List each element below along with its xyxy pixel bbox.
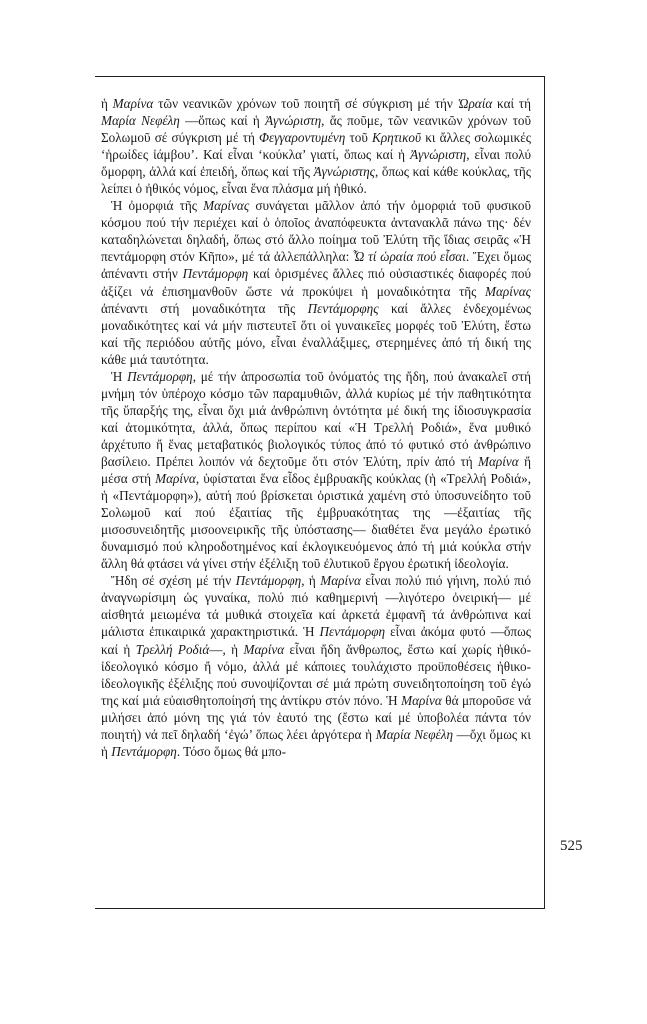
italic-text: Μαρίνα bbox=[401, 692, 442, 708]
italic-text: Μαρίνα bbox=[320, 573, 361, 589]
text-run: εἶναι ἤδη ἄνθρωπος, ἔστω καί χωρίς ἠθικό-ἰδεολογικό κόσμο ἤ νόμο, ἀλλά μέ κάποιες τουλάχιστο προϋποθέσεις ἠθικο-ἰδεολογικῆς ἐξέλιξης πού συνοψίζονται σέ μιά πρώτη συνειδητοποίηση τοῦ ἐγώ της καί μιά εὐαισθητοποίησή της ἀντίκρυ στόν πόνο. Ἡ bbox=[101, 641, 531, 708]
top-rule bbox=[95, 76, 544, 77]
italic-text: Ἀγνώριστης bbox=[313, 164, 375, 180]
text-run: θά μποροῦσε νά μιλήσει ἀπό μόνη της γιά τόν ἑαυτό της (ἔστω καί μέ ὑποβολέα πάντα τόν ποιητή) νά πεῖ δηλαδή ‘ἐγώ’ ὅπως λέει ἀργότερα ἡ bbox=[101, 692, 532, 742]
text-run: ἡ bbox=[101, 96, 113, 111]
paragraph bbox=[101, 95, 531, 197]
italic-text: Ὦ τί ὡραία πού εἶσαι bbox=[352, 249, 466, 265]
italic-text: Πεντάμορφη bbox=[111, 743, 177, 759]
italic-text: Κρητικοῦ bbox=[372, 130, 422, 146]
text-run: , ἄς ποῦμε, τῶν νεανικῶν χρόνων τοῦ Σολωμοῦ σέ σύγκριση μέ τή bbox=[101, 113, 532, 146]
italic-text: Πεντάμορφη bbox=[127, 368, 193, 384]
italic-text: Μαρίνα bbox=[155, 471, 196, 487]
italic-text: Μαρίνα bbox=[243, 641, 285, 657]
text-run: Ἤδη σέ σχέση μέ τήν bbox=[111, 573, 236, 589]
text-run: συνάγεται μᾶλλον ἀπό τήν ὀμορφιά τοῦ φυσικοῦ κόσμου πού τήν περιέχει καί ὁ ὁποῖος ἀναπόφευκτα ἀντανακλᾶ πάνω της· δέν καταδηλώνεται δηλαδή, ὅπως στό ἄλλο ποίημα τοῦ Ἐλύτη τῆς ἴδιας σειρᾶς «Ἡ πεντάμορφη στόν Κῆπο», μέ τά ἀλλεπάλληλα: bbox=[101, 198, 531, 265]
italic-text: Πεντάμορφης bbox=[307, 300, 379, 316]
margin-rule bbox=[544, 76, 545, 909]
italic-text: Μαρίνα bbox=[112, 96, 154, 111]
text-run: εἶναι πολύ πιό γήινη, πολύ πιό ἀναγνωρίσιμη ὡς γυναίκα, πολύ πιό καθημερινή —λιγότερο ὀνειρική— μέ αἰσθητά μειωμένα τά μυθικά στοιχεῖα καί ἀρκετά ἐμφανῆ τά ἀνθρώπινα καί μάλιστα ἐπικαιρικά χαρακτηριστικά. Ἡ bbox=[101, 573, 531, 640]
bottom-rule bbox=[95, 908, 544, 909]
paragraph bbox=[101, 197, 531, 367]
italic-text: Μαρία Νεφέλη bbox=[375, 726, 453, 742]
italic-text: Μαρίνα bbox=[478, 453, 519, 469]
italic-text: Φεγγαροντυμένη bbox=[259, 130, 346, 146]
text-run: . Τόσο ὅμως θά μπο- bbox=[176, 743, 287, 759]
paragraph bbox=[101, 368, 531, 573]
body-text bbox=[101, 95, 531, 760]
italic-text: Πεντάμορφη bbox=[235, 573, 302, 589]
italic-text: Μαρία Νεφέλη bbox=[101, 113, 180, 129]
italic-text: Ἀγνώριστη bbox=[265, 113, 322, 129]
text-run: , ἡ bbox=[301, 573, 321, 589]
text-run: Ἡ bbox=[111, 368, 128, 384]
italic-text: Πεντάμορφη bbox=[182, 266, 249, 282]
text-run: καί τή bbox=[492, 96, 531, 111]
text-run: Ἡ ὀμορφιά τῆς bbox=[111, 198, 204, 214]
text-run: ἀπέναντι στή μοναδικότητα τῆς bbox=[101, 300, 308, 316]
italic-text: Πεντάμορφη bbox=[319, 624, 386, 640]
text-run: —ὄχι ὅμως κι ἡ bbox=[101, 726, 531, 759]
italic-text: Μαρίνας bbox=[203, 198, 250, 214]
text-run: καί ὁρισμένες ἄλλες πιό οὐσιαστικές διαφορές πού ἀξίζει νά ἐπισημανθοῦν ὥστε νά προκύψει ἡ μοναδικότητα τῆς bbox=[101, 266, 531, 299]
italic-text: Ἀγνώριστη bbox=[410, 147, 467, 163]
page-number: 525 bbox=[560, 838, 583, 854]
text-run: . Ἔχει ὅμως ἀπέναντι στήν bbox=[101, 249, 531, 282]
text-run: εἶναι ἀκόμα φυτό —ὅπως καί ἡ bbox=[101, 624, 531, 657]
text-run: τῶν νεανικῶν χρόνων τοῦ ποιητῆ σέ σύγκριση μέ τήν bbox=[153, 96, 458, 111]
italic-text: Μαρίνας bbox=[484, 283, 531, 299]
text-run: , ὑφίσταται ἕνα εἶδος ἐμβρυακῆς κούκλας (ἡ «Τρελλή Ροδιά», ἡ «Πεντάμορφη»), αὐτή πού βρίσκεται ὁριστικά χαμένη στό ὑποσυνείδητο τοῦ Σολωμοῦ καί πού ἐξαιτίας τῆς ἐμβρυακότητας της —ἐξαιτίας τῆς μισοσυνειδητῆς μισοονειρικῆς τῆς ὑπόστασης— διαθέτει ἕνα μεγάλο ἐρωτικό δυναμισμό πού κληροδοτημένος καί ἐκλογικευόμενος ἀπό τή μιά κούκλα στήν ἄλλη θά φτάσει νά γίνει στήν ἐξέλιξη τοῦ ἐλυτικοῦ ἔργου ἐρωτική ἰδεολογία. bbox=[101, 471, 531, 572]
text-run: , ὅπως καί κάθε κούκλας, τῆς λείπει ὁ ἠθικός νόμος, εἶναι ἕνα πλάσμα μή ἠθικό. bbox=[101, 164, 531, 197]
text-run: τοῦ bbox=[345, 130, 373, 146]
text-run: , μέ τήν ἀπροσωπία τοῦ ὀνόματός της ἤδη, πού ἀνακαλεῖ στή μνήμη τόν ὑπέροχο κόσμο τῶν παραμυθιῶν, ἀλλά κυρίως μέ τήν παθητικότητα τῆς ὕπαρξής της, εἶναι ὄχι μιά ἀνθρώπινη ὀντότητα μέ δική της ἰδιοσυγκρασία καί ἀτομικότητα, ἀλλά, ὅπως περίπου καί «Ἡ Τρελλή Ροδιά», ἕνα μυθικό ἀρχέτυπο ἤ ἕνας μεταβατικός βιολογικός τύπος ἀπό τό φυτικό στό ἀνθρώπινο βασίλειο. Πρέπει λοιπόν νά δεχτοῦμε ὅτι στόν Ἐλύτη, πρίν ἀπό τή bbox=[101, 368, 531, 469]
italic-text: Ὡραία bbox=[457, 96, 493, 111]
paragraph bbox=[101, 572, 531, 760]
text-run: καί ἄλλες ἐνδεχομένως μοναδικότητες καί νά μήν πιστευτεῖ ὅτι οἱ γυναικεῖες μορφές τοῦ Ἐλύτη, ἔστω καί τῆς περιόδου αὐτῆς μόνο, εἶναι ἐναλλάξιμες, στερημένες ἀπό τή δική της κάθε μιά ταυτότητα. bbox=[101, 300, 531, 367]
text-run: —ὅπως καί ἡ bbox=[179, 113, 266, 129]
text-run: κι ἄλλες σολωμικές ‘ἡρωίδες ἰάμβου’. Καί εἶναι ‘κούκλα’ γιατί, ὅπως καί ἡ bbox=[101, 130, 531, 163]
text-run: ἤ μέσα στή bbox=[101, 453, 531, 487]
text-run: , εἶναι πολύ ὄμορφη, ἀλλά καί ἐπειδή, ὅπως καί τῆς bbox=[101, 147, 531, 180]
text-run: —, ἡ bbox=[209, 641, 244, 657]
italic-text: Τρελλή Ροδιά bbox=[135, 641, 210, 657]
